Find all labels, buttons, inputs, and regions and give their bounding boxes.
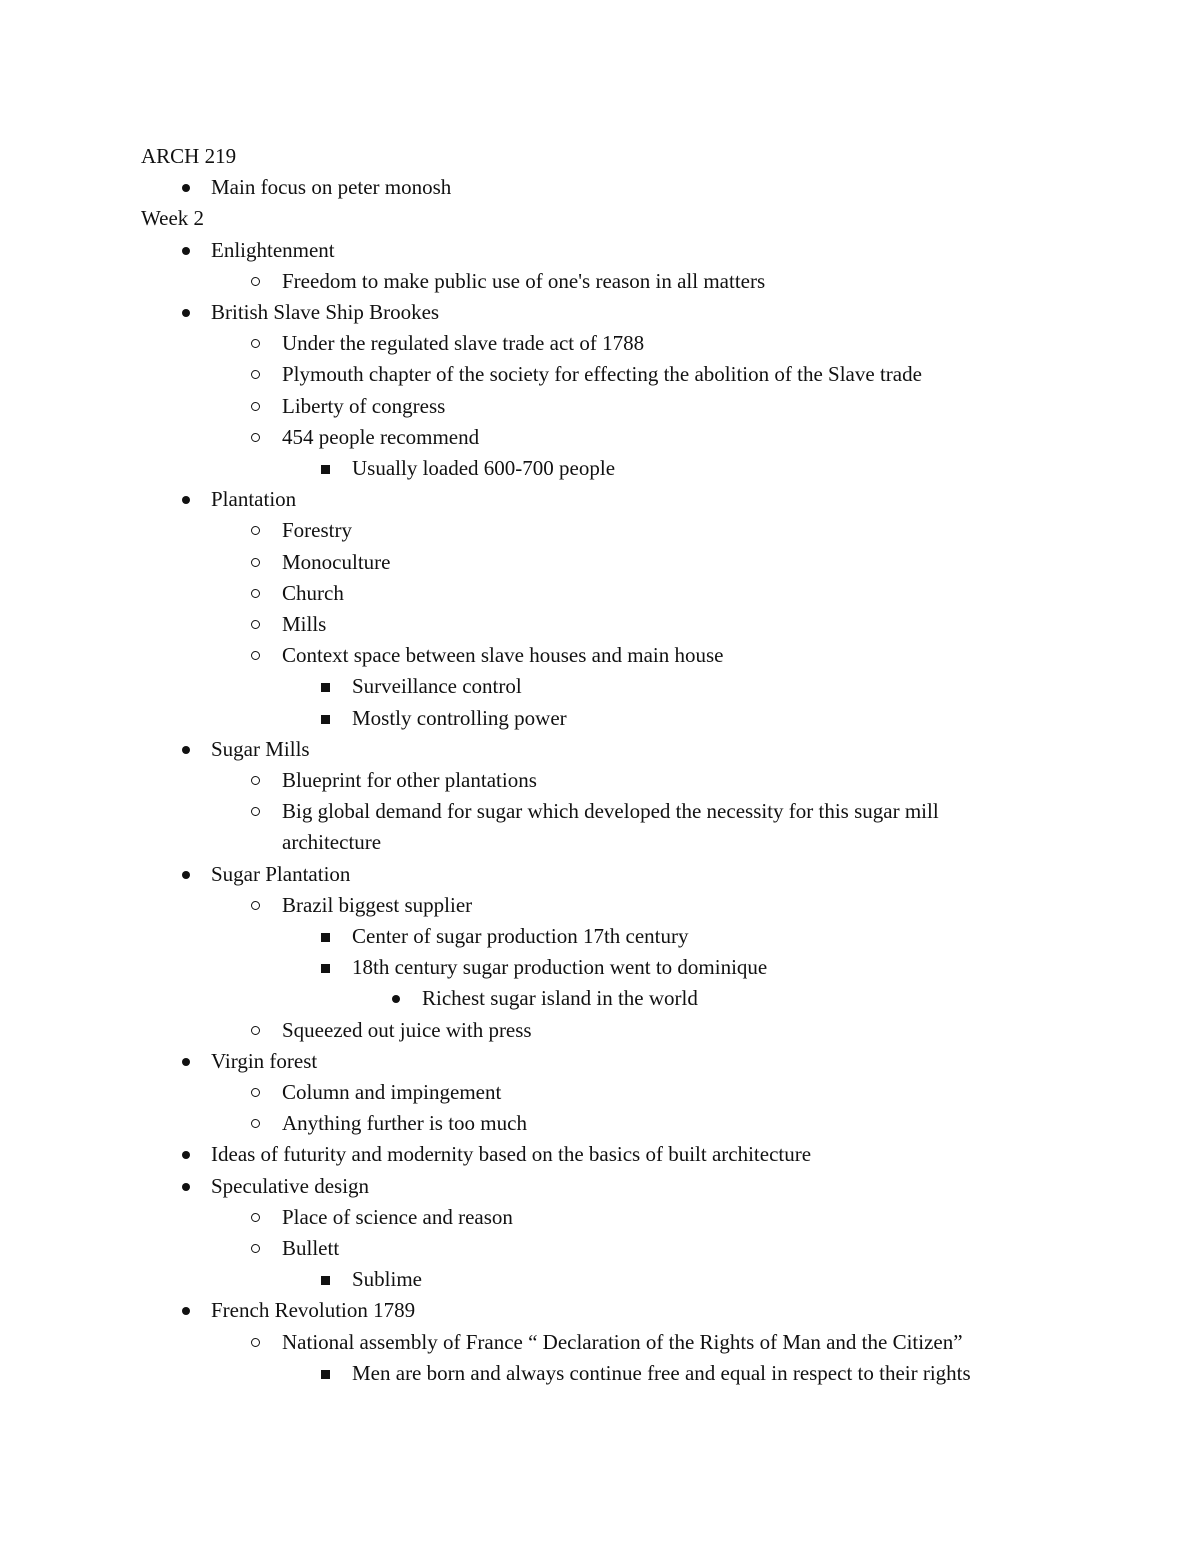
heading-line	[0, 141, 1200, 172]
outline-item	[0, 703, 1200, 734]
outline-item	[0, 1171, 1200, 1202]
outline-item	[0, 609, 1200, 640]
outline-item	[0, 266, 1200, 297]
outline-item	[0, 515, 1200, 546]
outline-item-text: Speculative design	[211, 1173, 370, 1198]
outline-item	[0, 1358, 1200, 1389]
outline-item	[0, 1295, 1200, 1326]
outline-item-text: Forestry	[282, 518, 352, 543]
outline-item-text: Big global demand for sugar which developed the necessity for this sugar mill	[282, 799, 939, 824]
outline-item	[0, 328, 1200, 359]
outline-item	[0, 890, 1200, 921]
outline-item-text: 454 people recommend	[282, 424, 480, 449]
outline-item-text: Brazil biggest supplier	[282, 892, 473, 917]
outline-item	[0, 172, 1200, 203]
outline-item-text: Week 2	[141, 206, 205, 231]
outline-item	[0, 671, 1200, 702]
outline-item-text: Squeezed out juice with press	[282, 1017, 532, 1042]
outline-item	[0, 827, 1200, 858]
outline-item	[0, 297, 1200, 328]
outline-item-text: Place of science and reason	[282, 1204, 513, 1229]
outline-item-text: Virgin forest	[211, 1048, 318, 1073]
outline-item-text: National assembly of France “ Declaration of the Rights of Man and the Citizen”	[282, 1329, 963, 1354]
outline-item-text: Plantation	[211, 487, 297, 512]
outline-item-text: Bullett	[282, 1236, 340, 1260]
outline-item-text: Sublime	[352, 1267, 423, 1292]
outline-item	[0, 391, 1200, 422]
outline-item-text: Plymouth chapter of the society for effecting the abolition of the Slave trade	[282, 362, 922, 387]
outline-item	[0, 859, 1200, 890]
outline-item-text: French Revolution 1789	[211, 1298, 416, 1323]
outline-item-text: Surveillance control	[352, 674, 522, 699]
outline-item	[0, 422, 1200, 453]
outline-item-text: Liberty of congress	[282, 393, 446, 418]
outline-item-text: Main focus on peter monosh	[211, 175, 452, 200]
outline-item	[0, 1264, 1200, 1295]
outline-item-text: Anything further is too much	[282, 1111, 527, 1136]
outline-item	[0, 235, 1200, 266]
outline-item-text: Context space between slave houses and main house	[282, 643, 724, 668]
outline-item	[0, 1327, 1200, 1358]
outline-item-text: Freedom to make public use of one's reason in all matters	[282, 268, 766, 293]
outline-item-text: Center of sugar production 17th century	[352, 924, 689, 948]
outline-item	[0, 1015, 1200, 1046]
outline-item	[0, 765, 1200, 796]
outline-item-text: Mostly controlling power	[352, 705, 567, 730]
outline-item-text: architecture	[282, 830, 382, 855]
outline-item	[0, 921, 1200, 952]
outline-item	[0, 640, 1200, 671]
outline-item-text: Blueprint for other plantations	[282, 768, 537, 792]
outline-item-text: Sugar Mills	[211, 736, 310, 761]
outline-item	[0, 983, 1200, 1014]
outline-item-text: Under the regulated slave trade act of 1788	[282, 331, 645, 356]
outline-item-text: Enlightenment	[211, 237, 335, 262]
outline-item	[0, 453, 1200, 484]
outline-item	[0, 952, 1200, 983]
outline-item-text: Men are born and always continue free and equal in respect to their rights	[352, 1360, 971, 1385]
outline-item-text: British Slave Ship Brookes	[211, 300, 440, 324]
outline-item-text: Column and impingement	[282, 1080, 502, 1104]
outline-item	[0, 578, 1200, 609]
outline-item-text: Usually loaded 600-700 people	[352, 456, 616, 480]
outline-item	[0, 1233, 1200, 1264]
outline-item-text: 18th century sugar production went to dominique	[352, 955, 768, 980]
outline-item	[0, 1046, 1200, 1077]
outline-item	[0, 734, 1200, 765]
outline-item	[0, 359, 1200, 390]
outline-item	[0, 547, 1200, 578]
outline-item-text: Richest sugar island in the world	[422, 986, 698, 1011]
outline-item	[0, 1077, 1200, 1108]
outline-item	[0, 796, 1200, 827]
outline-item-text: Monoculture	[282, 549, 391, 574]
outline-item-text: ARCH 219	[141, 144, 237, 168]
outline-item	[0, 1139, 1200, 1170]
outline-item-text: Church	[282, 580, 344, 605]
outline-item-text: Mills	[282, 612, 327, 636]
outline-item	[0, 484, 1200, 515]
outline-item	[0, 1202, 1200, 1233]
outline-item-text: Sugar Plantation	[211, 861, 351, 886]
outline-item	[0, 1108, 1200, 1139]
heading-line	[0, 203, 1200, 234]
outline-item-text: Ideas of futurity and modernity based on the basics of built architecture	[211, 1142, 812, 1167]
